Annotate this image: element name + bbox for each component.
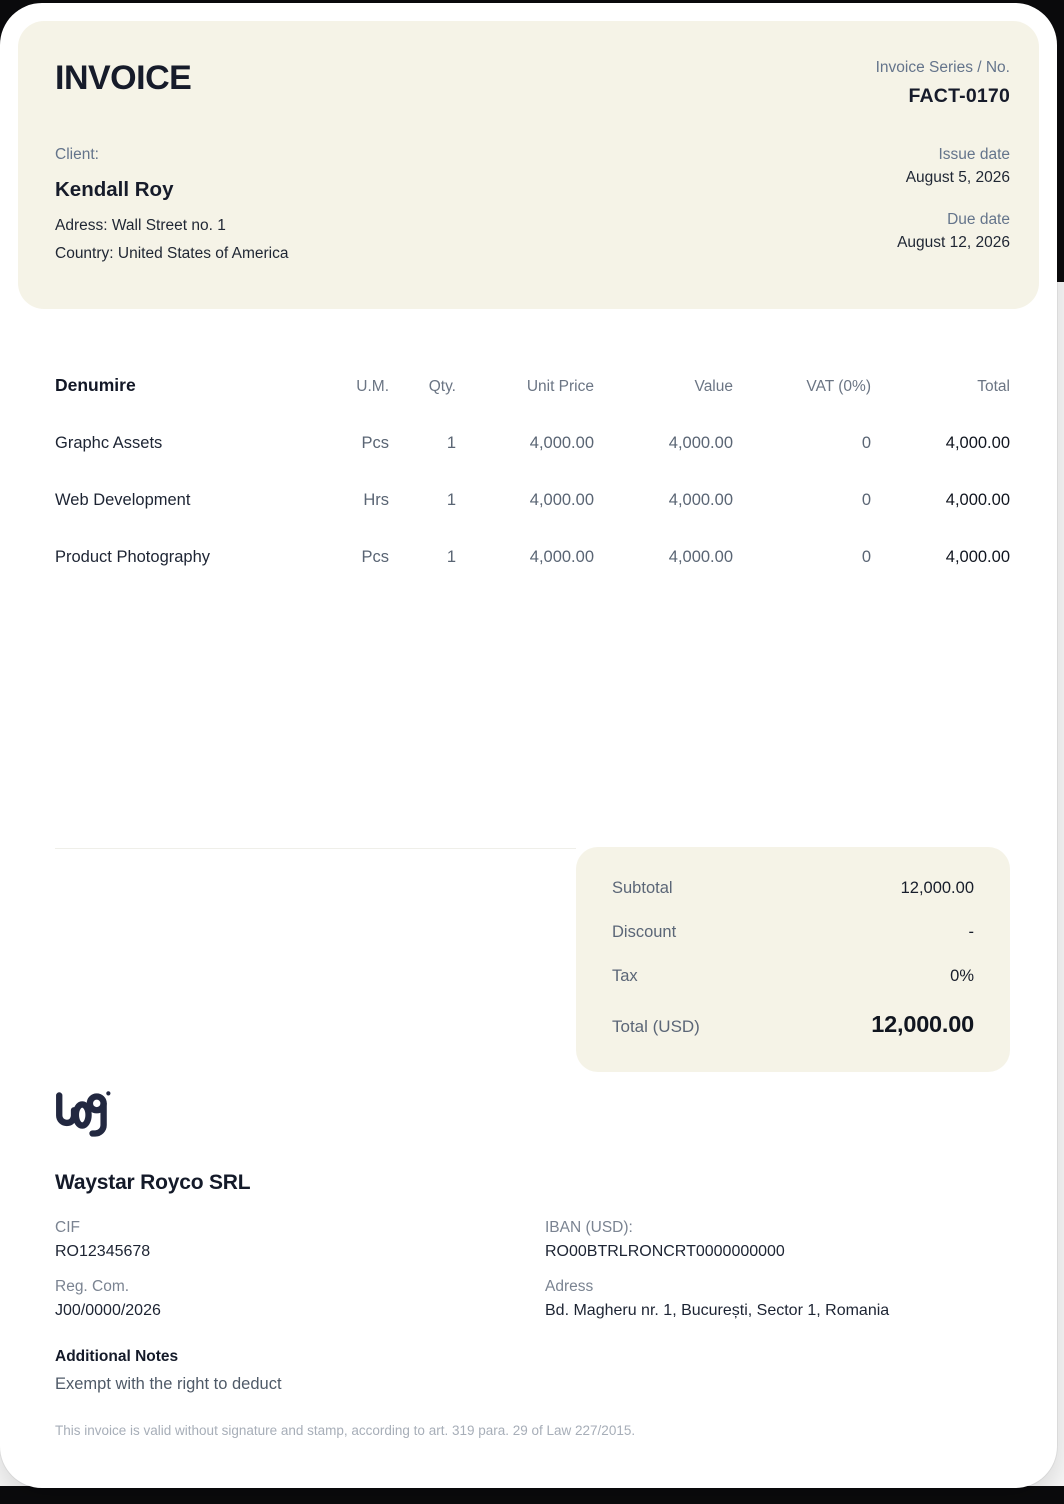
item-name: Graphc Assets [55,434,163,452]
item-qty: 1 [446,491,456,509]
client-label: Client: [55,146,99,163]
col-value: Value [694,378,733,395]
series-label: Invoice Series / No. [875,59,1010,76]
tax-value: 0% [950,967,974,985]
table-row [55,491,1010,510]
company-logo-icon [55,1090,1010,1145]
grand-total-value: 12,000.00 [871,1011,974,1037]
client-name: Kendall Roy [55,178,174,201]
item-qty: 1 [446,434,456,452]
divider-line [55,848,576,849]
client-address: Adress: Wall Street no. 1 [55,217,226,234]
additional-notes-body: Exempt with the right to deduct [55,1375,282,1393]
company-name: Waystar Royco SRL [55,1171,251,1194]
issue-date-value: August 5, 2026 [905,169,1010,186]
address-block [545,1278,1010,1320]
series-number: FACT-0170 [908,85,1010,107]
totals-box [576,847,1010,1072]
cif-block [55,1219,545,1261]
col-qty: Qty. [428,378,456,395]
address-label: Adress [545,1278,594,1295]
due-date-label: Due date [947,211,1010,228]
item-value: 4,000.00 [668,548,733,566]
item-total: 4,000.00 [945,548,1010,566]
invoice-page [0,3,1057,1488]
item-total: 4,000.00 [945,434,1010,452]
issue-date-label: Issue date [938,146,1010,163]
iban-value: RO00BTRLRONCRT0000000000 [545,1243,785,1260]
item-vat: 0 [861,434,871,452]
totals-section [55,847,1010,1072]
legal-disclaimer: This invoice is valid without signature and stamp, according to art. 319 para. 29 of Law 227/2015. [55,1423,636,1438]
col-total: Total [977,378,1010,395]
client-country: Country: United States of America [55,245,289,262]
item-total: 4,000.00 [945,491,1010,509]
invoice-header-card [18,21,1039,309]
item-value: 4,000.00 [668,434,733,452]
item-name: Web Development [55,491,191,509]
item-vat: 0 [861,491,871,509]
due-date-value: August 12, 2026 [897,234,1010,251]
col-unit-price: Unit Price [526,378,594,395]
col-denumire: Denumire [55,375,136,395]
cif-value: RO12345678 [55,1243,151,1260]
item-unit-price: 4,000.00 [529,491,594,509]
regcom-block [55,1278,545,1320]
iban-block [545,1219,1010,1261]
item-qty: 1 [446,548,456,566]
iban-label: IBAN (USD): [545,1219,633,1236]
col-um: U.M. [356,378,389,395]
client-block [55,146,288,263]
additional-notes-title: Additional Notes [55,1348,179,1365]
invoice-title: INVOICE [55,59,192,97]
item-value: 4,000.00 [668,491,733,509]
table-header-row [55,375,1010,396]
regcom-label: Reg. Com. [55,1278,130,1295]
company-info-grid [55,1219,1010,1320]
discount-value: - [968,923,974,941]
address-value: Bd. Magheru nr. 1, București, Sector 1, Romania [545,1302,890,1319]
col-vat: VAT (0%) [806,378,871,395]
grand-total-label: Total (USD) [612,1017,700,1036]
item-unit-price: 4,000.00 [529,548,594,566]
tax-label: Tax [612,967,638,985]
subtotal-label: Subtotal [612,879,673,897]
cif-label: CIF [55,1219,80,1236]
table-row [55,548,1010,567]
regcom-value: J00/0000/2026 [55,1302,161,1319]
item-um: Pcs [361,434,389,452]
dates-block [897,146,1010,263]
item-um: Pcs [361,548,389,566]
item-um: Hrs [363,491,389,509]
item-name: Product Photography [55,548,211,566]
subtotal-value: 12,000.00 [900,879,974,897]
item-unit-price: 4,000.00 [529,434,594,452]
discount-label: Discount [612,923,677,941]
table-row [55,434,1010,453]
item-vat: 0 [861,548,871,566]
